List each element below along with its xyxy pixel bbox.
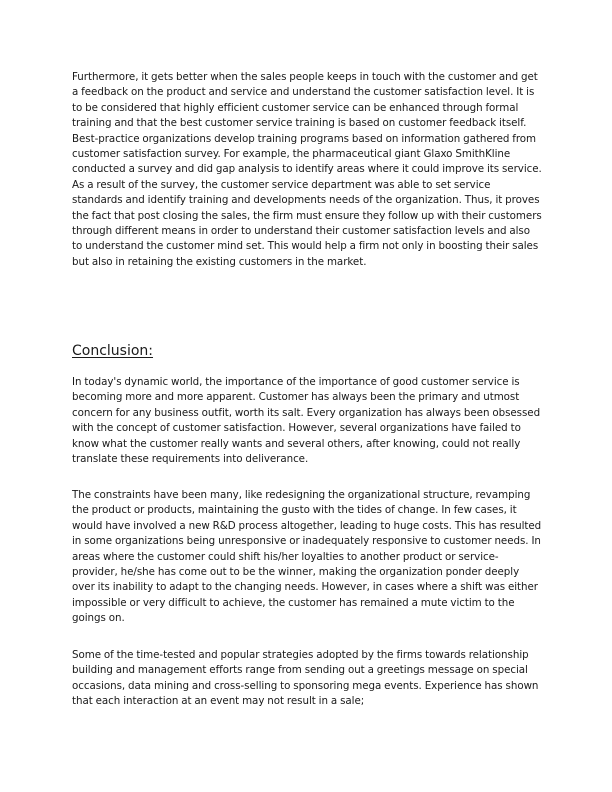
body-paragraph: Furthermore, it gets better when the sales people keeps in touch with the customer and get a feedback on the product and service and understand the customer satisfaction level. It is to be considered that highly efficient customer service can be enhanced through formal training and that the best customer service training is based on customer feedback itself. Best-practice organizations develop training programs based on information gathered from customer satisfaction survey. For example, the pharmaceutical giant Glaxo SmithKline conducted a survey and did gap analysis to identify areas where it could improve its service. As a result of the survey, the customer service department was able to set service standards and identify training and developments needs of the organization. Thus, it proves the fact that post closing the sales, the firm must ensure they follow up with their customers through different means in order to understand their customer satisfaction levels and also to understand the customer mind set. This would help a firm not only in boosting their sales but also in retaining the existing customers in the market. xyxy=(72,71,542,268)
body-paragraph: In today's dynamic world, the importance of the importance of good customer service is becoming more and more apparent. Customer has always been the primary and utmost concern for any business outfit, worth its salt. Every organization has always been obsessed with the concept of customer satisfaction. However, several organizations have failed to know what the customer really wants and several others, after knowing, could not really translate these requirements into deliverance. xyxy=(72,376,541,466)
body-paragraph: The constraints have been many, like redesigning the organizational structure, revamping the product or products, maintaining the gusto with the tides of change. In few cases, it would have involved a new R&D process altogether, leading to huge costs. This has resulted in some organizations being unresponsive or inadequately responsive to customer needs. In areas where the customer could shift his/her loyalties to another product or service-provider, he/she has come out to be the winner, making the organization ponder deeply over its inability to adapt to the changing needs. However, in cases where a shift was either impossible or very difficult to achieve, the customer has remained a mute victim to the goings on. xyxy=(72,489,542,625)
body-paragraph: Some of the time-tested and popular strategies adopted by the firms towards relationship building and management efforts range from sending out a greetings message on special occasions, data mining and cross-selling to sponsoring mega events. Experience has shown that each interaction at an event may not result in a sale; xyxy=(72,649,539,708)
section-heading: Conclusion: xyxy=(72,343,154,359)
